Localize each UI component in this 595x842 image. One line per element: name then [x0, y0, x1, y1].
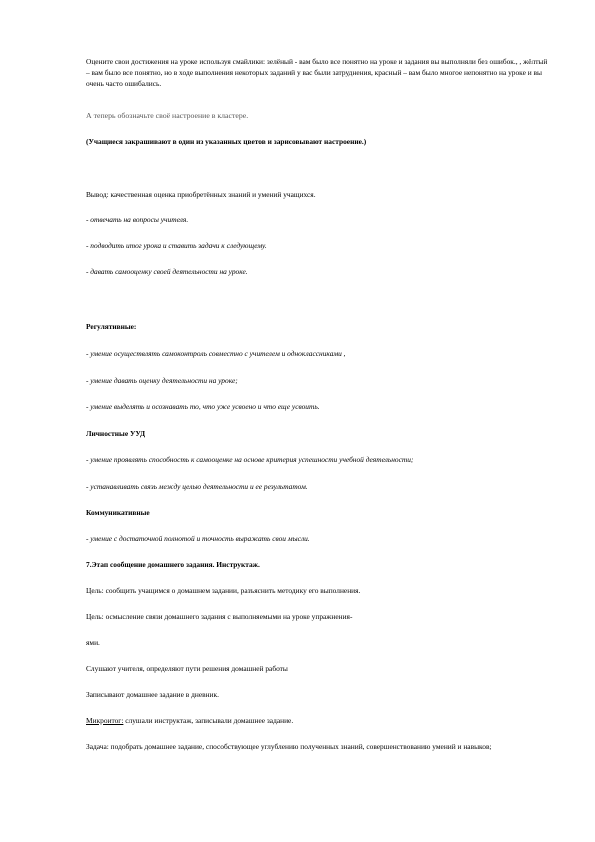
homework-record-line: Записывают домашнее задание в дневник.	[86, 690, 219, 699]
personal-item-2: - устанавливать связь между целью деятельности и ее результатом.	[86, 482, 308, 491]
conclusion-line: Вывод: качественная оценка приобретённых знаний и умений учащихся.	[86, 190, 316, 199]
mood-instruction: А теперь обозначьте своё настроение в кластере.	[86, 111, 249, 120]
micro-summary-text: слушали инструктаж, записывали домашнее задание.	[123, 716, 294, 725]
goal-line-1: Цель: сообщить учащимся о домашнем задании, разъяснить методику его выполнения.	[86, 586, 361, 595]
regulative-heading: Регулятивные:	[86, 322, 137, 331]
communicative-heading: Коммуникативные	[86, 508, 150, 517]
goal-line-2-continued: ями.	[86, 638, 100, 647]
regulative-item-1: - умение осуществлять самоконтроль совместно с учителем и одноклассниками ,	[86, 349, 346, 358]
micro-summary-line	[86, 715, 552, 726]
personal-item-1: - умение проявлять способность к самооценке на основе критерия успешности учебной деятельности;	[86, 455, 414, 464]
students-listen-line: Слушают учителя, определяют пути решения домашней работы	[86, 664, 288, 673]
students-action-note: (Учащиеся закрашивают в один из указанных цветов и зарисовывают настроение.)	[86, 137, 367, 146]
regulative-item-2: - умение давать оценку деятельности на уроке;	[86, 376, 238, 385]
conclusion-item-1: - отвечать на вопросы учителя.	[86, 215, 189, 224]
micro-summary-label: Микроитог:	[86, 716, 124, 725]
self-assessment-paragraph: Оцените свои достижения на уроке используя смайлики: зелёный - вам было все понятно на уроке и задания вы выполняли без ошибок., , жёлтый – вам было все понятно, но в ходе выполнения некоторых заданий у вас были затруднения, красный – вам было многое непонятно на уроке и вы очень часто ошибались.	[86, 57, 548, 88]
goal-line-2: Цель: осмысление связи домашнего задания с выполняемыми на уроке упражнения-	[86, 612, 353, 621]
conclusion-item-2: - подводить итог урока и ставить задачи к следующему.	[86, 241, 267, 250]
communicative-item-1: - умение с достаточной полнотой и точность выражать свои мысли.	[86, 534, 310, 543]
regulative-item-3: - умение выделять и осознавать то, что уже усвоено и что еще усвоить.	[86, 402, 320, 411]
personal-heading: Личностные УУД	[86, 429, 146, 438]
homework-stage-heading: 7.Этап сообщение домашнего задания. Инструктаж.	[86, 560, 260, 569]
task-paragraph: Задача: подобрать домашнее задание, способствующее углублению полученных знаний, совершенствованию умений и навыков;	[86, 742, 492, 751]
conclusion-item-3: - давать самооценку своей деятельности на уроке.	[86, 267, 248, 276]
